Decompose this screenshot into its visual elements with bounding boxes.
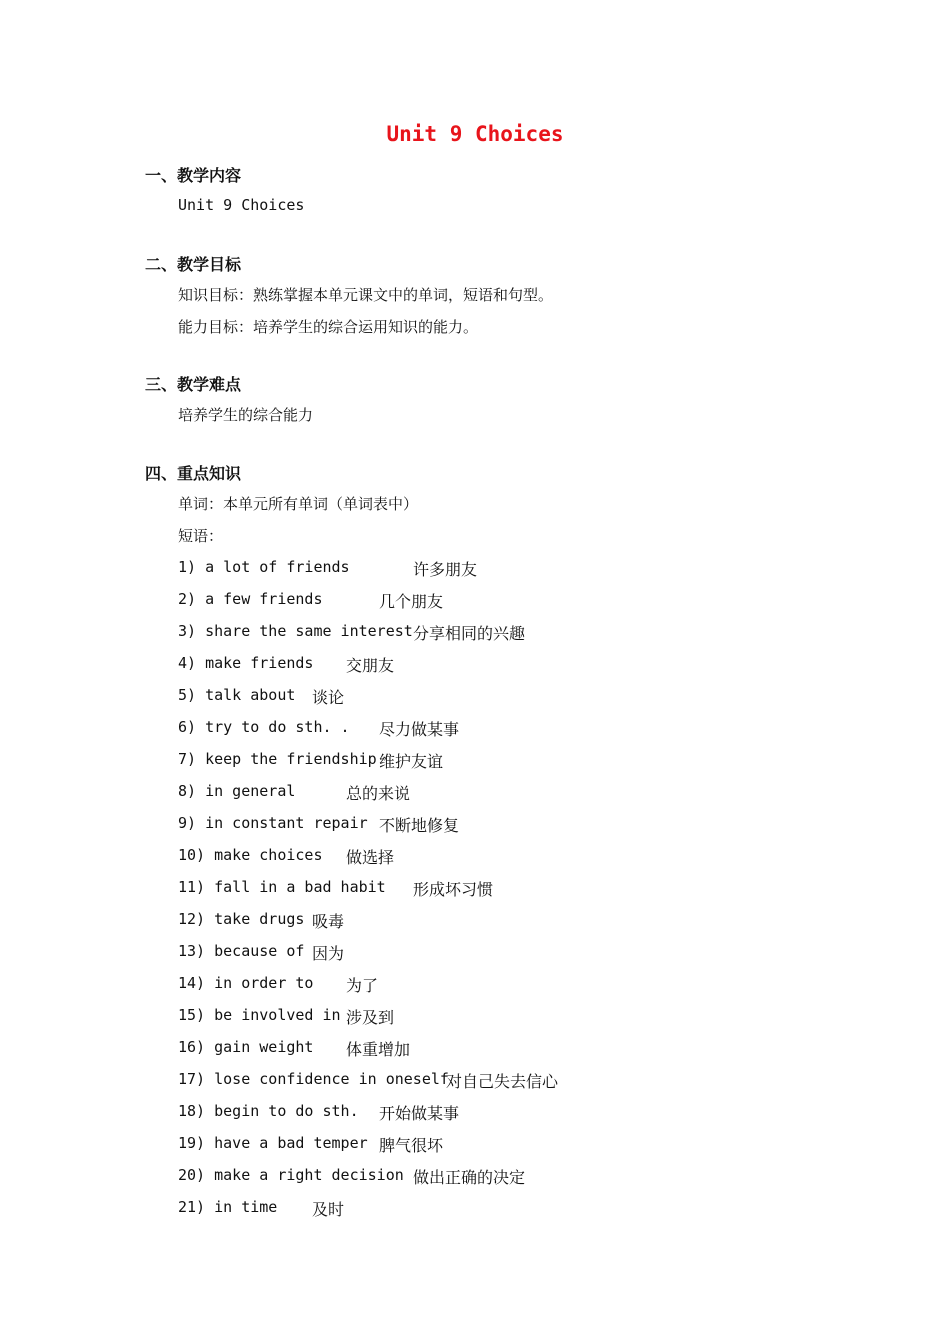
phrase-chinese: 因为 — [312, 944, 345, 963]
difficulty-line: 培养学生的综合能力 — [178, 406, 314, 424]
phrase-chinese: 不断地修复 — [379, 816, 460, 835]
phrase-chinese: 做选择 — [346, 848, 395, 867]
phrase-english: 1) a lot of friends — [178, 558, 350, 576]
phrase-english: 19) have a bad temper — [178, 1134, 368, 1152]
phrase-english: 8) in general — [178, 782, 296, 800]
section-heading-content: 一、教学内容 — [145, 166, 242, 185]
phrase-english: 15) be involved in — [178, 1006, 341, 1024]
phrase-english: 13) because of — [178, 942, 305, 960]
phrase-chinese: 几个朋友 — [379, 592, 444, 611]
phrase-chinese: 吸毒 — [312, 912, 345, 931]
phrase-chinese: 尽力做某事 — [379, 720, 460, 739]
phrase-english: 21) in time — [178, 1198, 278, 1216]
section-heading-key-knowledge: 四、重点知识 — [145, 464, 242, 483]
key-words-line: 单词：本单元所有单词（单词表中） — [178, 495, 419, 513]
phrase-chinese: 谈论 — [312, 688, 345, 707]
phrase-chinese: 对自己失去信心 — [446, 1072, 559, 1091]
phrase-chinese: 许多朋友 — [413, 560, 478, 579]
phrase-english: 12) take drugs — [178, 910, 305, 928]
phrase-chinese: 分享相同的兴趣 — [413, 624, 526, 643]
phrase-chinese: 脾气很坏 — [379, 1136, 444, 1155]
phrase-chinese: 为了 — [346, 976, 379, 995]
phrase-english: 5) talk about — [178, 686, 296, 704]
phrase-english: 20) make a right decision — [178, 1166, 404, 1184]
phrase-english: 2) a few friends — [178, 590, 323, 608]
phrase-chinese: 开始做某事 — [379, 1104, 460, 1123]
document-title: Unit 9 Choices — [386, 122, 564, 146]
objective-knowledge: 知识目标：熟练掌握本单元课文中的单词，短语和句型。 — [178, 286, 554, 304]
phrase-chinese: 形成坏习惯 — [413, 880, 494, 899]
phrase-english: 11) fall in a bad habit — [178, 878, 386, 896]
phrase-english: 6) try to do sth. . — [178, 718, 350, 736]
phrase-english: 18) begin to do sth. — [178, 1102, 359, 1120]
phrase-english: 17) lose confidence in oneself — [178, 1070, 449, 1088]
phrase-chinese: 交朋友 — [346, 656, 395, 675]
phrase-chinese: 涉及到 — [346, 1008, 395, 1027]
phrase-english: 7) keep the friendship — [178, 750, 377, 768]
phrase-english: 10) make choices — [178, 846, 323, 864]
phrases-label: 短语： — [178, 527, 224, 545]
section-heading-difficulty: 三、教学难点 — [145, 375, 242, 394]
phrase-chinese: 总的来说 — [346, 784, 411, 803]
phrase-chinese: 及时 — [312, 1200, 345, 1219]
phrase-english: 9) in constant repair — [178, 814, 368, 832]
phrase-english: 16) gain weight — [178, 1038, 314, 1056]
phrase-english: 14) in order to — [178, 974, 314, 992]
phrase-english: 4) make friends — [178, 654, 314, 672]
section-heading-objectives: 二、教学目标 — [145, 255, 242, 274]
section-content-line: Unit 9 Choices — [178, 196, 305, 214]
phrase-english: 3) share the same interest — [178, 622, 413, 640]
phrase-chinese: 做出正确的决定 — [413, 1168, 526, 1187]
objective-ability: 能力目标：培养学生的综合运用知识的能力。 — [178, 318, 479, 336]
phrase-chinese: 体重增加 — [346, 1040, 411, 1059]
phrase-chinese: 维护友谊 — [379, 752, 444, 771]
